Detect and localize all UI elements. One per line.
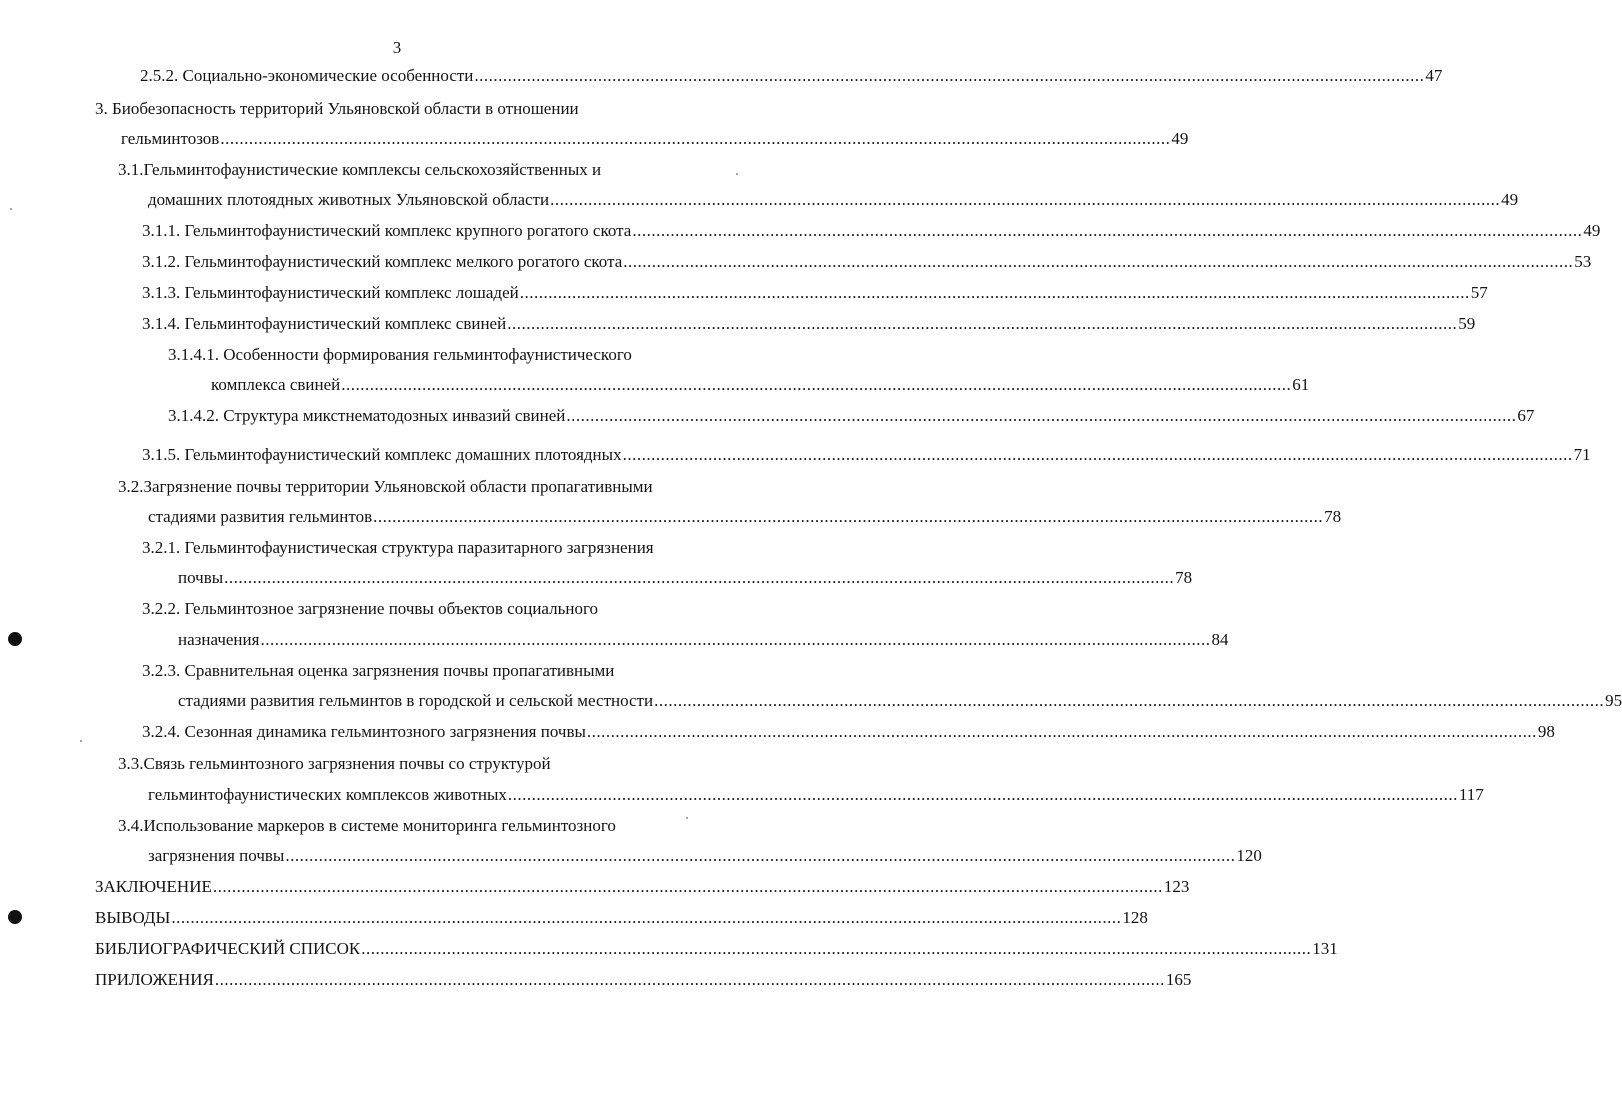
toc-entry [118, 476, 758, 498]
toc-entry [142, 537, 762, 559]
toc-entry [142, 598, 762, 620]
scan-speck [10, 208, 12, 210]
toc-entry: ЗАКЛЮЧЕНИЕ ........................................................................................................................................................................................................ 123 [95, 877, 1190, 896]
toc-entry: 3.1.3. Гельминтофаунистический комплекс лошадей ........................................................................................................................................................................................................ 57 [142, 283, 1488, 302]
toc-entry-text: 3.3.Связь гельминтозного загрязнения почвы со структурой [118, 754, 551, 773]
toc-entry-page: 78 [1324, 507, 1342, 526]
toc-entry: 2.5.2. Социально-экономические особенности ........................................................................................................................................................................................................ 47 [140, 66, 1443, 85]
toc-entry-text: 3.1.Гельминтофаунистические комплексы сельскохозяйственных и [118, 160, 602, 179]
toc-entry-page: 59 [1458, 314, 1476, 333]
toc-entry: 3.2.4. Сезонная динамика гельминтозного загрязнения почвы ........................................................................................................................................................................................................ 98 [142, 722, 1555, 741]
toc-entry-text: домашних плотоядных животных Ульяновской области [148, 190, 550, 209]
toc-entry-text: 3.1.4. Гельминтофаунистический комплекс свиней [142, 314, 507, 333]
toc-entry-text: 3.1.5. Гельминтофаунистический комплекс домашних плотоядных [142, 445, 622, 464]
scan-speck [736, 173, 738, 175]
toc-entry: домашних плотоядных животных Ульяновской области ........................................................................................................................................................................................................ 49 [148, 190, 1519, 209]
toc-entry-page: 131 [1312, 939, 1338, 958]
scan-speck [80, 740, 82, 742]
toc-entry-page: 117 [1458, 785, 1484, 804]
toc-entry: 3.1.4.2. Структура микстнематодозных инвазий свиней ........................................................................................................................................................................................................ 67 [168, 406, 1535, 425]
toc-entry: 3.1.5. Гельминтофаунистический комплекс домашних плотоядных ........................................................................................................................................................................................................ 71 [142, 445, 1591, 464]
toc-entry-text: стадиями развития гельминтов [148, 507, 373, 526]
binder-hole-mark [8, 910, 22, 924]
toc-entry-page: 47 [1425, 66, 1443, 85]
toc-entry-page: 98 [1537, 722, 1555, 741]
toc-entry [95, 98, 735, 120]
toc-entry: ВЫВОДЫ ........................................................................................................................................................................................................ 128 [95, 908, 1148, 927]
toc-entry-page: 120 [1236, 846, 1262, 865]
toc-entry: БИБЛИОГРАФИЧЕСКИЙ СПИСОК ........................................................................................................................................................................................................ 131 [95, 939, 1338, 958]
toc-entry-text: гельминтозов [121, 129, 220, 148]
toc-entry-text: 3.2.4. Сезонная динамика гельминтозного загрязнения почвы [142, 722, 586, 741]
toc-entry-text: почвы [178, 568, 224, 587]
toc-entry-page: 165 [1165, 970, 1192, 989]
toc-entry-text: ЗАКЛЮЧЕНИЕ [95, 877, 212, 896]
toc-entry-page: 49 [1583, 221, 1601, 240]
toc-entry-page: 128 [1122, 908, 1148, 927]
toc-entry-text: комплекса свиней [211, 375, 341, 394]
toc-entry-text: 3.1.4.2. Структура микстнематодозных инвазий свиней [168, 406, 566, 425]
toc-entry-text: 3.2.1. Гельминтофаунистическая структура паразитарного загрязнения [142, 538, 654, 557]
toc-entry-text: ВЫВОДЫ [95, 908, 171, 927]
toc-entry-text: загрязнения почвы [148, 846, 285, 865]
toc-entry: ПРИЛОЖЕНИЯ ........................................................................................................................................................................................................ 165 [95, 970, 1192, 989]
toc-entry-text: ПРИЛОЖЕНИЯ [95, 970, 214, 989]
toc-entry-page: 49 [1171, 129, 1189, 148]
toc-entry: загрязнения почвы ........................................................................................................................................................................................................ 120 [148, 846, 1262, 865]
toc-entry: 3.1.2. Гельминтофаунистический комплекс мелкого рогатого скота ........................................................................................................................................................................................................ 53 [142, 252, 1592, 271]
toc-entry: гельминтозов ........................................................................................................................................................................................................ 49 [121, 129, 1189, 148]
toc-entry-page: 53 [1574, 252, 1592, 271]
toc-entry: стадиями развития гельминтов ........................................................................................................................................................................................................ 78 [148, 507, 1342, 526]
toc-entry-page: 123 [1163, 877, 1190, 896]
page-number: 3 [392, 38, 402, 57]
toc-entry: почвы ........................................................................................................................................................................................................ 78 [178, 568, 1193, 587]
toc-entry [168, 344, 768, 366]
toc-entry-page: 57 [1470, 283, 1488, 302]
toc-entry: 3.1.1. Гельминтофаунистический комплекс крупного рогатого скота ........................................................................................................................................................................................................ 49 [142, 221, 1601, 240]
toc-entry [118, 159, 758, 181]
toc-entry: стадиями развития гельминтов в городской и сельской местности ........................................................................................................................................................................................................ 95 [178, 691, 1622, 710]
toc-entry: комплекса свиней ........................................................................................................................................................................................................ 61 [211, 375, 1310, 394]
toc-entry-page: 95 [1605, 691, 1622, 710]
toc-entry-text: 2.5.2. Социально-экономические особенности [140, 66, 474, 85]
toc-entry [142, 660, 762, 682]
toc-entry-page: 78 [1175, 568, 1193, 587]
toc-entry-text: БИБЛИОГРАФИЧЕСКИЙ СПИСОК [95, 939, 361, 958]
toc-entry-text: 3.1.2. Гельминтофаунистический комплекс мелкого рогатого скота [142, 252, 623, 271]
toc-entry [118, 815, 758, 837]
toc-entry-text: 3.1.4.1. Особенности формирования гельминтофаунистического [168, 345, 632, 364]
toc-entry-text: гельминтофаунистических комплексов животных [148, 785, 507, 804]
toc-entry-page: 61 [1292, 375, 1310, 394]
toc-entry: 3.1.4. Гельминтофаунистический комплекс свиней ........................................................................................................................................................................................................ 59 [142, 314, 1476, 333]
toc-entry-text: назначения [178, 630, 260, 649]
toc-entry-text: 3.1.3. Гельминтофаунистический комплекс лошадей [142, 283, 519, 302]
toc-entry-page: 84 [1211, 630, 1229, 649]
toc-entry-text: 3.2.Загрязнение почвы территории Ульяновской области пропагативными [118, 477, 653, 496]
binder-hole-mark [8, 632, 22, 646]
toc-entry-page: 71 [1573, 445, 1591, 464]
toc-entry [118, 753, 758, 775]
toc-entry-text: 3.1.1. Гельминтофаунистический комплекс крупного рогатого скота [142, 221, 632, 240]
toc-entry-text: 3.4.Использование маркеров в системе мониторинга гельминтозного [118, 816, 616, 835]
toc-entry: назначения ........................................................................................................................................................................................................ 84 [178, 630, 1229, 649]
toc-entry-text: 3. Биобезопасность территорий Ульяновской области в отношении [95, 99, 579, 118]
toc-entry-page: 67 [1517, 406, 1535, 425]
toc-entry-text: 3.2.2. Гельминтозное загрязнение почвы объектов социального [142, 599, 598, 618]
toc-entry: гельминтофаунистических комплексов животных ........................................................................................................................................................................................................ 117 [148, 785, 1484, 804]
scan-speck [686, 817, 688, 819]
toc-entry-text: 3.2.3. Сравнительная оценка загрязнения почвы пропагативными [142, 661, 615, 680]
toc-entry-page: 49 [1501, 190, 1519, 209]
toc-entry-text: стадиями развития гельминтов в городской и сельской местности [178, 691, 654, 710]
